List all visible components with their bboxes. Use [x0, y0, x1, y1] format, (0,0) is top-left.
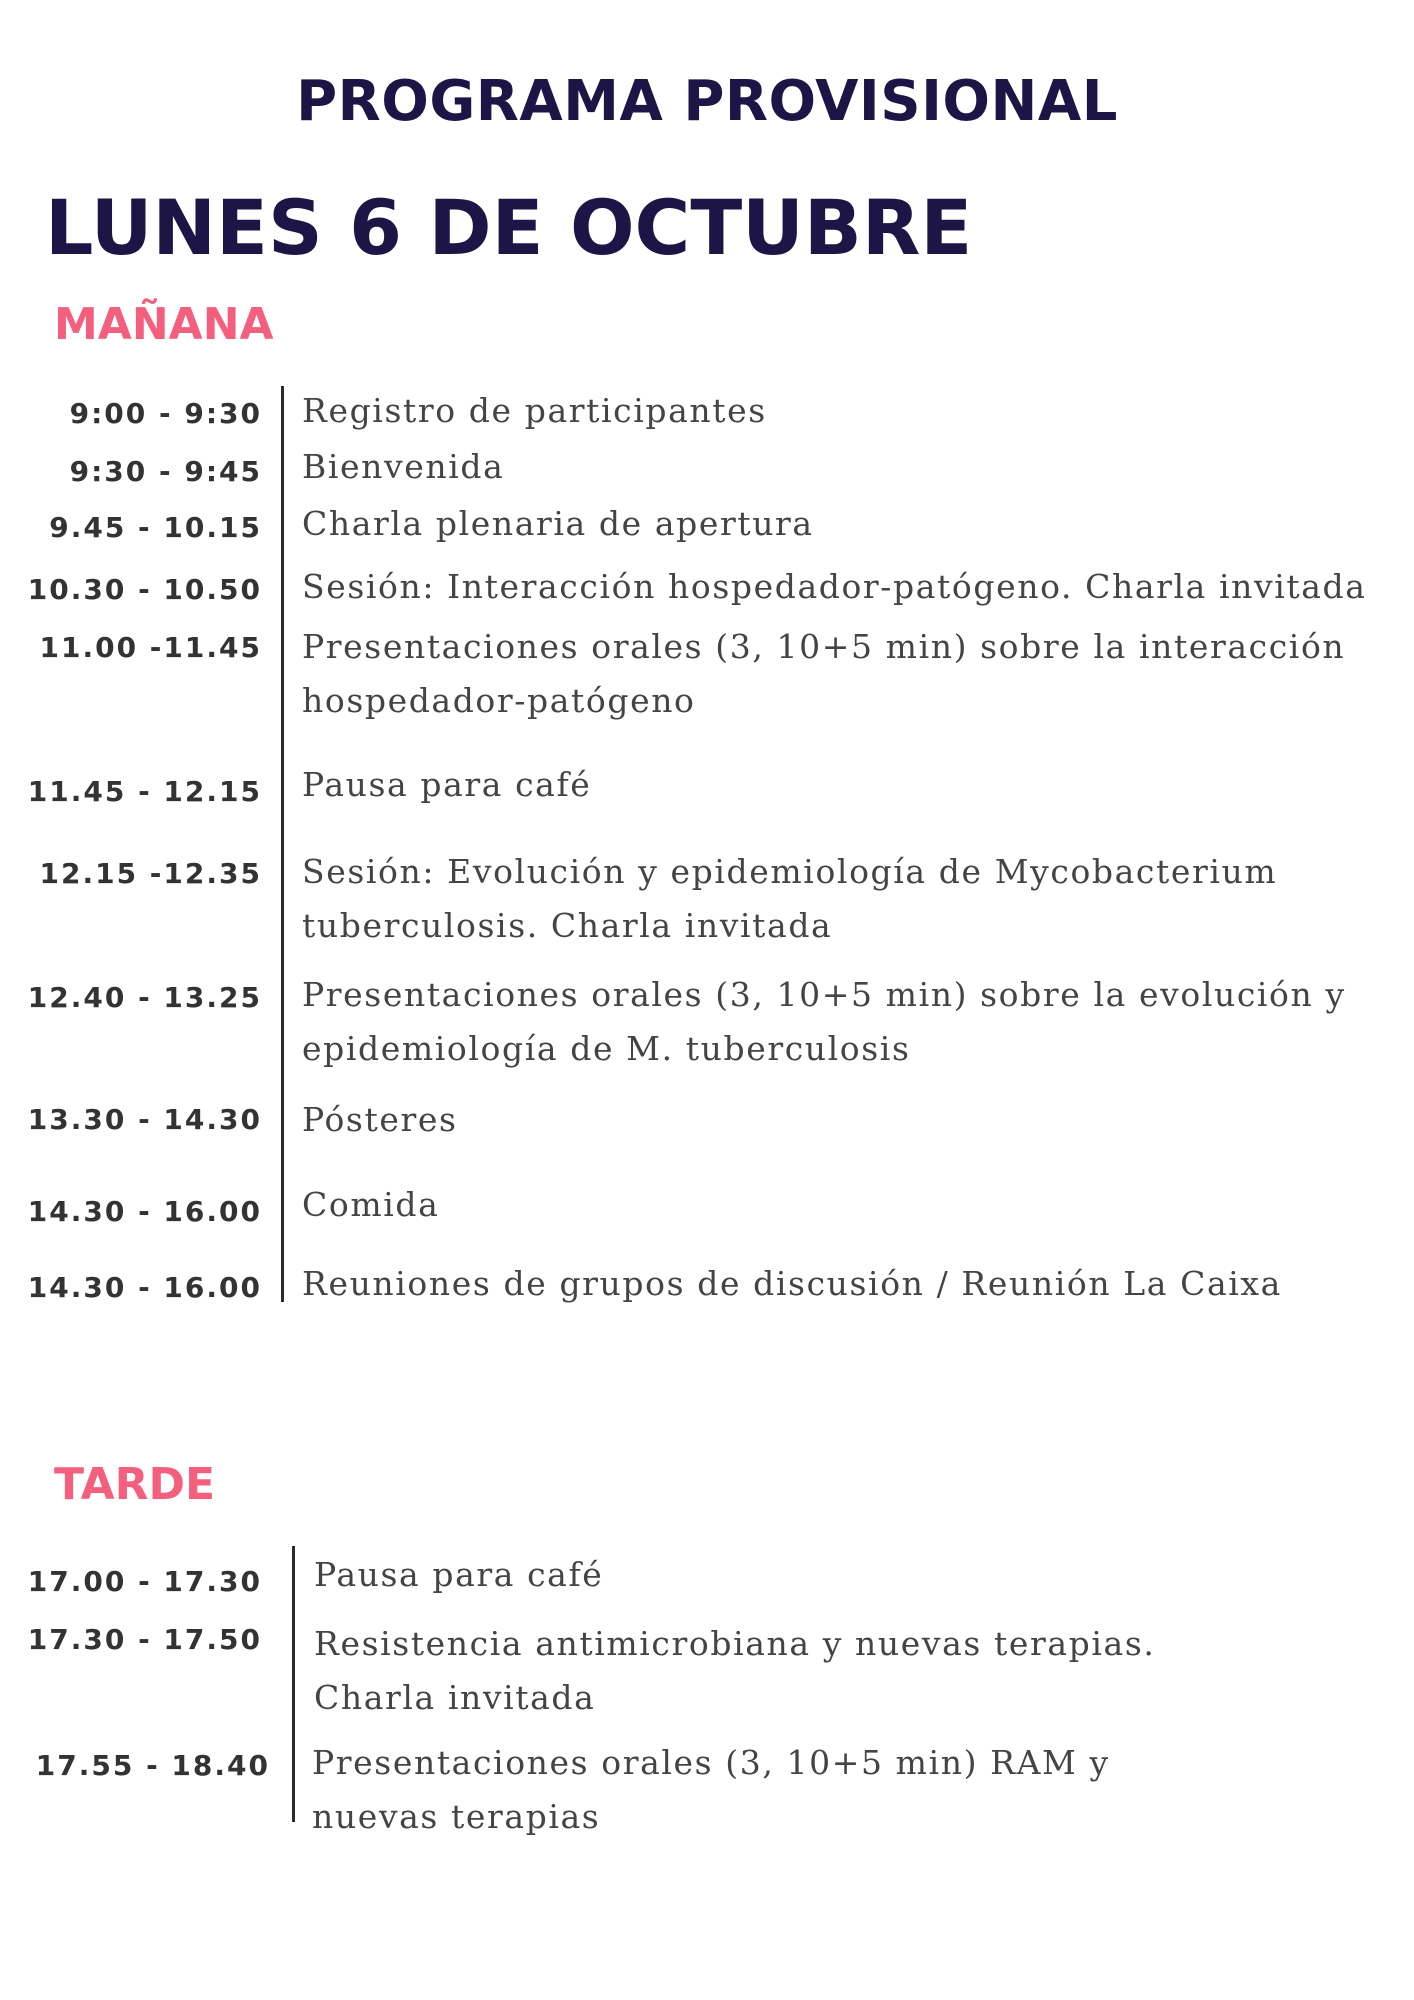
session-description: tuberculosis. Charla invitada [302, 906, 833, 945]
session-description: Resistencia antimicrobiana y nuevas terapias. [314, 1624, 1156, 1663]
program-title: PROGRAMA PROVISIONAL [296, 69, 1118, 134]
time-slot: 9.45 - 10.15 [49, 511, 262, 544]
time-slot: 10.30 - 10.50 [27, 573, 262, 606]
session-description: nuevas terapias [312, 1797, 601, 1836]
time-slot: 9:30 - 9:45 [69, 455, 262, 488]
afternoon-times [0, 0, 270, 2000]
time-slot: 9:00 - 9:30 [69, 397, 262, 430]
time-slot: 12.40 - 13.25 [27, 981, 262, 1014]
time-slot: 17.55 - 18.40 [35, 1749, 270, 1782]
time-slot: 17.30 - 17.50 [27, 1623, 262, 1656]
day-title: LUNES 6 DE OCTUBRE [45, 183, 973, 272]
session-description: Pósteres [302, 1100, 458, 1139]
session-description: Sesión: Interacción hospedador-patógeno. Charla invitada [302, 567, 1367, 606]
session-description: hospedador-patógeno [302, 681, 696, 720]
session-description: epidemiología de M. tuberculosis [302, 1029, 911, 1068]
session-description: Charla invitada [314, 1678, 596, 1717]
session-description: Registro de participantes [302, 391, 767, 430]
session-description: Presentaciones orales (3, 10+5 min) RAM y [312, 1743, 1110, 1782]
session-description: Pausa para café [314, 1555, 604, 1594]
session-description: Bienvenida [302, 447, 505, 486]
session-description: Comida [302, 1185, 440, 1224]
section-title-morning: MAÑANA [54, 299, 274, 350]
time-slot: 12.15 -12.35 [39, 857, 262, 890]
session-description: Pausa para café [302, 765, 592, 804]
session-description: Presentaciones orales (3, 10+5 min) sobre la evolución y [302, 975, 1346, 1014]
time-slot: 11.45 - 12.15 [27, 775, 262, 808]
section-title-afternoon: TARDE [54, 1459, 216, 1510]
time-slot: 13.30 - 14.30 [27, 1103, 262, 1136]
session-description: Reuniones de grupos de discusión / Reunión La Caixa [302, 1264, 1282, 1303]
time-slot: 14.30 - 16.00 [27, 1195, 262, 1228]
time-slot: 17.00 - 17.30 [27, 1565, 262, 1598]
time-slot: 14.30 - 16.00 [27, 1271, 262, 1304]
timeline-divider-morning [281, 386, 284, 1302]
time-slot: 11.00 -11.45 [39, 631, 262, 664]
timeline-divider-afternoon [292, 1546, 295, 1822]
session-description: Sesión: Evolución y epidemiología de Mycobacterium [302, 852, 1278, 891]
session-description: Presentaciones orales (3, 10+5 min) sobre la interacción [302, 627, 1346, 666]
session-description: Charla plenaria de apertura [302, 504, 814, 543]
